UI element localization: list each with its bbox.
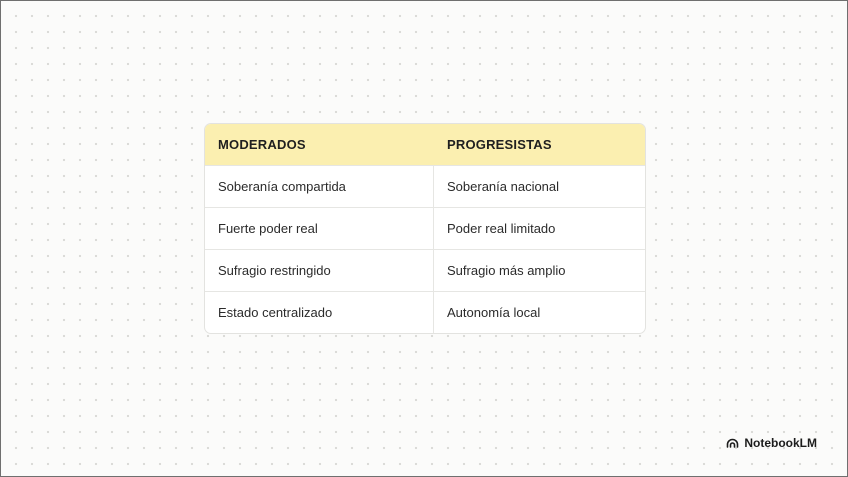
table-row — [205, 291, 645, 333]
table-cell: Sufragio restringido — [205, 250, 434, 291]
table-row — [205, 165, 645, 207]
table-cell: Sufragio más amplio — [447, 263, 566, 278]
table-cell: Estado centralizado — [205, 292, 434, 333]
table-cell: Soberanía compartida — [205, 166, 434, 207]
brand-name: NotebookLM — [744, 436, 817, 450]
brand-watermark — [726, 436, 817, 450]
table-row — [205, 207, 645, 249]
table-cell: Poder real limitado — [447, 221, 556, 236]
table-cell: Autonomía local — [447, 305, 541, 320]
table-row — [205, 249, 645, 291]
header-moderados: MODERADOS — [218, 137, 306, 152]
table-cell: Soberanía nacional — [447, 179, 560, 194]
comparison-table — [204, 123, 646, 334]
header-progresistas: PROGRESISTAS — [447, 137, 552, 152]
table-header-row — [205, 124, 645, 165]
notebooklm-logo-icon — [726, 438, 739, 448]
table-cell: Fuerte poder real — [205, 208, 434, 249]
